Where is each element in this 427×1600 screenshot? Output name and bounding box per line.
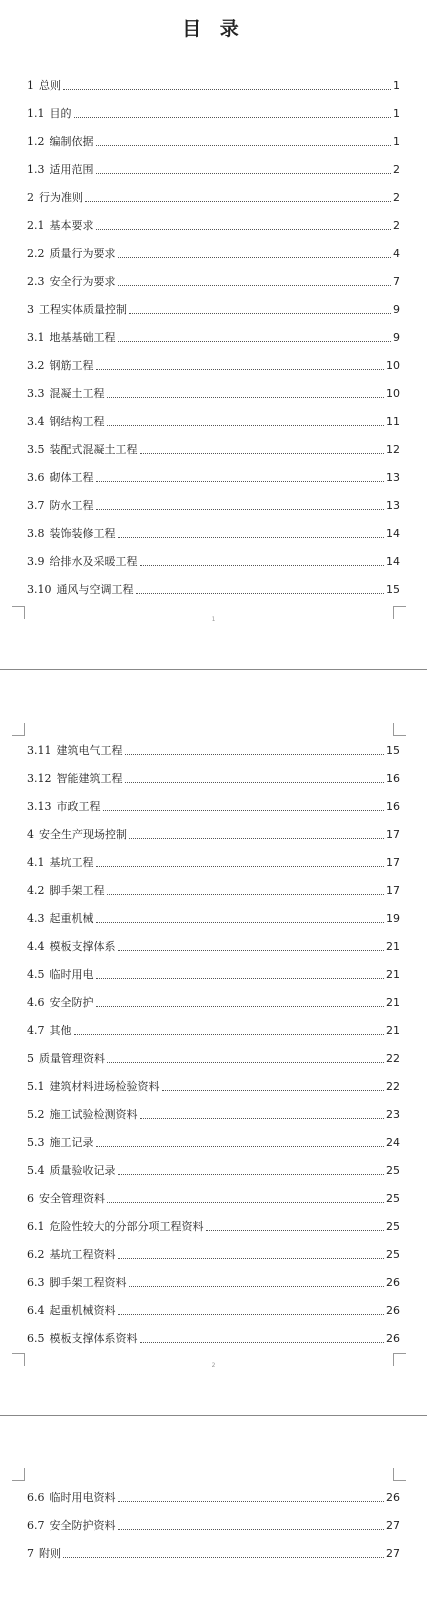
- toc-entry-label: 建筑电气工程: [56, 744, 123, 757]
- toc-entry-number: 3.13: [27, 800, 52, 813]
- toc-entry-label: 目的: [49, 107, 72, 120]
- toc-entry-page-number: 2: [393, 219, 400, 232]
- toc-entry[interactable]: [27, 150, 400, 178]
- toc-entry-label: 危险性较大的分部分项工程资料: [49, 1220, 204, 1233]
- toc-entry-page-number: 21: [386, 1024, 400, 1037]
- toc-entry-label: 行为准则: [39, 191, 83, 204]
- toc-entry-page-number: 15: [386, 583, 400, 596]
- toc-dot-leader: [63, 1557, 384, 1558]
- toc-entry[interactable]: [27, 570, 400, 598]
- toc-entry-title: [27, 387, 105, 402]
- toc-entry-number: 4.2: [27, 884, 45, 897]
- toc-dot-leader: [107, 425, 385, 426]
- toc-dot-leader: [96, 481, 385, 482]
- toc-entry[interactable]: [27, 1506, 400, 1534]
- toc-entry-label: 地基基础工程: [49, 331, 116, 344]
- toc-entry-number: 6: [27, 1192, 34, 1205]
- toc-entry-page-number: 1: [393, 79, 400, 92]
- toc-entry-label: 质量验收记录: [49, 1164, 116, 1177]
- toc-entry-page-number: 17: [386, 856, 400, 869]
- toc-entry-page-number: 25: [386, 1220, 400, 1233]
- toc-entry[interactable]: [27, 206, 400, 234]
- toc-entry-label: 施工试验检测资料: [49, 1108, 138, 1121]
- toc-entry[interactable]: [27, 1319, 400, 1347]
- toc-dot-leader: [74, 117, 392, 118]
- toc-entry-number: 3.9: [27, 555, 45, 568]
- toc-entry-title: [27, 247, 116, 262]
- toc-dot-leader: [107, 1202, 384, 1203]
- crop-mark-top-left: [12, 723, 25, 736]
- toc-dot-leader: [74, 1034, 385, 1035]
- toc-entry-label: 市政工程: [56, 800, 101, 813]
- toc-entry-title: [27, 359, 94, 374]
- toc-entry-title: [27, 856, 94, 871]
- toc-entry-label: 临时用电: [49, 968, 94, 981]
- toc-entry[interactable]: [27, 1478, 400, 1506]
- toc-entry-page-number: 27: [386, 1547, 400, 1560]
- toc-dot-leader: [96, 866, 385, 867]
- toc-dot-leader: [103, 810, 385, 811]
- toc-entry[interactable]: [27, 318, 400, 346]
- toc-entry-number: 3: [27, 303, 34, 316]
- toc-entry[interactable]: [27, 815, 400, 843]
- toc-entry-page-number: 14: [386, 555, 400, 568]
- toc-entry-title: [27, 1491, 116, 1506]
- toc-dot-leader: [129, 1286, 385, 1287]
- crop-mark-top-left: [12, 1468, 25, 1481]
- toc-dot-leader: [96, 229, 392, 230]
- toc-entry-title: [27, 800, 101, 815]
- toc-entry-page-number: 26: [386, 1304, 400, 1317]
- toc-dot-leader: [96, 1006, 385, 1007]
- toc-dot-leader: [118, 1314, 385, 1315]
- toc-entry[interactable]: [27, 1291, 400, 1319]
- toc-dot-leader: [125, 782, 385, 783]
- toc-entry[interactable]: [27, 1534, 400, 1562]
- toc-entry-title: [27, 1220, 204, 1235]
- toc-entry[interactable]: [27, 1039, 400, 1067]
- toc-entry-number: 3.8: [27, 527, 45, 540]
- toc-entry-label: 模板支撑体系资料: [49, 1332, 138, 1345]
- toc-entry[interactable]: [27, 787, 400, 815]
- toc-entry-label: 脚手架工程资料: [49, 1276, 127, 1289]
- toc-entry-title: [27, 471, 94, 486]
- toc-entry-title: [27, 415, 105, 430]
- toc-entry[interactable]: [27, 94, 400, 122]
- toc-entry-number: 5.3: [27, 1136, 45, 1149]
- toc-entry-label: 基坑工程资料: [49, 1248, 116, 1261]
- toc-entry-label: 临时用电资料: [49, 1491, 116, 1504]
- toc-entry-page-number: 12: [386, 443, 400, 456]
- toc-entry-label: 总则: [39, 79, 61, 92]
- toc-entry-page-number: 2: [393, 191, 400, 204]
- toc-entry-page-number: 9: [393, 331, 400, 344]
- toc-entry-number: 3.3: [27, 387, 45, 400]
- toc-entry[interactable]: [27, 178, 400, 206]
- toc-entry-title: [27, 107, 72, 122]
- toc-entry-title: [27, 1248, 116, 1263]
- toc-entry-page-number: 26: [386, 1491, 400, 1504]
- toc-dot-leader: [96, 509, 385, 510]
- toc-entry-title: [27, 163, 94, 178]
- toc-entry-label: 装配式混凝土工程: [49, 443, 138, 456]
- toc-entry-page-number: 10: [386, 359, 400, 372]
- toc-entry[interactable]: [27, 1011, 400, 1039]
- toc-entry[interactable]: [27, 843, 400, 871]
- toc-dot-leader: [206, 1230, 385, 1231]
- toc-entry-page-number: 25: [386, 1164, 400, 1177]
- toc-entry-number: 3.1: [27, 331, 45, 344]
- toc-entry-number: 4.4: [27, 940, 45, 953]
- toc-entry-page-number: 11: [386, 415, 400, 428]
- toc-entry-page-number: 17: [386, 828, 400, 841]
- toc-entry-label: 智能建筑工程: [56, 772, 123, 785]
- toc-entry-title: [27, 1136, 94, 1151]
- toc-entry-label: 编制依据: [49, 135, 94, 148]
- toc-entry[interactable]: [27, 486, 400, 514]
- toc-entry[interactable]: [27, 290, 400, 318]
- toc-entry-title: [27, 1192, 105, 1207]
- toc-entry-number: 4.7: [27, 1024, 45, 1037]
- toc-entry-page-number: 26: [386, 1332, 400, 1345]
- toc-entry-number: 6.4: [27, 1304, 45, 1317]
- toc-entry-label: 其他: [49, 1024, 72, 1037]
- toc-dot-leader: [140, 1342, 385, 1343]
- toc-entry-label: 施工记录: [49, 1136, 94, 1149]
- toc-entry[interactable]: [27, 1179, 400, 1207]
- toc-entry-page-number: 26: [386, 1276, 400, 1289]
- toc-entry-number: 4.6: [27, 996, 45, 1009]
- toc-entry-label: 起重机械: [49, 912, 94, 925]
- toc-entry-label: 建筑材料进场检验资料: [49, 1080, 160, 1093]
- toc-entry-number: 4.5: [27, 968, 45, 981]
- toc-entry-title: [27, 1276, 127, 1291]
- toc-entry-title: [27, 912, 94, 927]
- toc-entry-title: [27, 996, 94, 1011]
- toc-dot-leader: [129, 313, 391, 314]
- toc-entry-number: 1: [27, 79, 34, 92]
- toc-entry-number: 1.1: [27, 107, 45, 120]
- toc-entry-page-number: 1: [393, 107, 400, 120]
- toc-entry-title: [27, 1164, 116, 1179]
- toc-entry-page-number: 19: [386, 912, 400, 925]
- toc-entry-label: 附则: [39, 1547, 61, 1560]
- toc-entry-number: 6.6: [27, 1491, 45, 1504]
- toc-dot-leader: [96, 369, 385, 370]
- toc-entry-label: 起重机械资料: [49, 1304, 116, 1317]
- toc-entry-number: 6.2: [27, 1248, 45, 1261]
- toc-entry[interactable]: [27, 514, 400, 542]
- toc-entry-page-number: 1: [393, 135, 400, 148]
- toc-entry-page-number: 13: [386, 471, 400, 484]
- toc-entry-number: 3.7: [27, 499, 45, 512]
- toc-entry-label: 模板支撑体系: [49, 940, 116, 953]
- toc-entry[interactable]: [27, 1151, 400, 1179]
- toc-dot-leader: [96, 173, 392, 174]
- toc-list-page-1: [27, 66, 400, 598]
- toc-entry-title: [27, 884, 105, 899]
- toc-entry-number: 4.1: [27, 856, 45, 869]
- toc-entry[interactable]: [27, 759, 400, 787]
- toc-entry-number: 2.2: [27, 247, 45, 260]
- toc-entry-number: 3.11: [27, 744, 52, 757]
- toc-entry[interactable]: [27, 871, 400, 899]
- toc-entry[interactable]: [27, 1067, 400, 1095]
- toc-entry-number: 2.1: [27, 219, 45, 232]
- toc-entry-title: [27, 499, 94, 514]
- toc-entry[interactable]: [27, 1235, 400, 1263]
- toc-dot-leader: [118, 285, 392, 286]
- toc-dot-leader: [63, 89, 391, 90]
- toc-entry-label: 工程实体质量控制: [39, 303, 127, 316]
- toc-entry-number: 2: [27, 191, 34, 204]
- toc-entry-page-number: 10: [386, 387, 400, 400]
- toc-entry-page-number: 7: [393, 275, 400, 288]
- toc-entry-page-number: 23: [386, 1108, 400, 1121]
- toc-entry[interactable]: [27, 1123, 400, 1151]
- toc-entry[interactable]: [27, 927, 400, 955]
- toc-entry-label: 通风与空调工程: [56, 583, 134, 596]
- toc-entry-title: [27, 1108, 138, 1123]
- toc-entry[interactable]: [27, 430, 400, 458]
- toc-entry-page-number: 15: [386, 744, 400, 757]
- toc-entry[interactable]: [27, 955, 400, 983]
- toc-entry[interactable]: [27, 1207, 400, 1235]
- toc-entry-number: 5.1: [27, 1080, 45, 1093]
- toc-entry-title: [27, 744, 123, 759]
- toc-entry-number: 6.3: [27, 1276, 45, 1289]
- toc-entry-title: [27, 1304, 116, 1319]
- toc-entry[interactable]: [27, 122, 400, 150]
- toc-entry[interactable]: [27, 542, 400, 570]
- toc-entry-number: 3.5: [27, 443, 45, 456]
- toc-entry-page-number: 21: [386, 996, 400, 1009]
- toc-entry-number: 6.1: [27, 1220, 45, 1233]
- toc-entry-label: 给排水及采暖工程: [49, 555, 138, 568]
- toc-entry-page-number: 21: [386, 968, 400, 981]
- toc-entry-label: 基本要求: [49, 219, 94, 232]
- toc-entry-title: [27, 191, 83, 206]
- toc-entry-number: 5.4: [27, 1164, 45, 1177]
- toc-entry-number: 3.6: [27, 471, 45, 484]
- toc-entry-label: 适用范围: [49, 163, 94, 176]
- toc-entry-page-number: 25: [386, 1248, 400, 1261]
- toc-entry-label: 脚手架工程: [49, 884, 105, 897]
- toc-entry-title: [27, 1519, 116, 1534]
- toc-entry-label: 钢结构工程: [49, 415, 105, 428]
- toc-entry-title: [27, 940, 116, 955]
- toc-dot-leader: [136, 593, 385, 594]
- toc-entry-number: 1.3: [27, 163, 45, 176]
- toc-entry-page-number: 14: [386, 527, 400, 540]
- toc-entry-label: 安全防护资料: [49, 1519, 116, 1532]
- toc-entry[interactable]: [27, 1263, 400, 1291]
- toc-dot-leader: [118, 950, 385, 951]
- toc-entry[interactable]: [27, 983, 400, 1011]
- toc-entry-title: [27, 583, 134, 598]
- toc-entry-label: 基坑工程: [49, 856, 94, 869]
- toc-entry[interactable]: [27, 234, 400, 262]
- toc-entry-label: 质量行为要求: [49, 247, 116, 260]
- toc-dot-leader: [118, 537, 385, 538]
- toc-entry-title: [27, 303, 127, 318]
- toc-dot-leader: [118, 341, 392, 342]
- toc-entry-number: 3.2: [27, 359, 45, 372]
- page-separator-2: [0, 1415, 427, 1416]
- document-page-3: [0, 1448, 427, 1600]
- toc-entry-number: 4: [27, 828, 34, 841]
- toc-entry-label: 装饰装修工程: [49, 527, 116, 540]
- toc-entry-number: 7: [27, 1547, 34, 1560]
- toc-entry-title: [27, 331, 116, 346]
- toc-entry-title: [27, 1024, 72, 1039]
- toc-dot-leader: [118, 257, 392, 258]
- toc-entry[interactable]: [27, 374, 400, 402]
- toc-entry-title: [27, 968, 94, 983]
- toc-entry-number: 6.5: [27, 1332, 45, 1345]
- toc-entry-page-number: 17: [386, 884, 400, 897]
- toc-entry-page-number: 24: [386, 1136, 400, 1149]
- toc-entry-page-number: 16: [386, 772, 400, 785]
- document-page-2: [0, 685, 427, 1443]
- toc-dot-leader: [118, 1529, 385, 1530]
- toc-entry[interactable]: [27, 262, 400, 290]
- toc-entry-label: 质量管理资料: [39, 1052, 105, 1065]
- toc-entry-page-number: 21: [386, 940, 400, 953]
- toc-dot-leader: [107, 1062, 384, 1063]
- toc-entry-page-number: 22: [386, 1080, 400, 1093]
- toc-dot-leader: [85, 201, 391, 202]
- toc-dot-leader: [96, 978, 385, 979]
- toc-entry-title: [27, 555, 138, 570]
- toc-entry-page-number: 16: [386, 800, 400, 813]
- toc-entry-number: 5.2: [27, 1108, 45, 1121]
- toc-dot-leader: [107, 397, 385, 398]
- toc-dot-leader: [96, 922, 385, 923]
- toc-entry[interactable]: [27, 402, 400, 430]
- toc-entry-label: 混凝土工程: [49, 387, 105, 400]
- toc-entry-label: 安全管理资料: [39, 1192, 105, 1205]
- document-page-1: [0, 0, 427, 680]
- toc-entry-page-number: 13: [386, 499, 400, 512]
- toc-dot-leader: [140, 1118, 385, 1119]
- page-separator-1: [0, 669, 427, 670]
- toc-entry-title: [27, 135, 94, 150]
- toc-entry-label: 安全行为要求: [49, 275, 116, 288]
- toc-entry-title: [27, 527, 116, 542]
- toc-list-page-2: [27, 731, 400, 1347]
- page-number-footer-1: 1: [211, 616, 216, 623]
- toc-dot-leader: [140, 453, 385, 454]
- toc-dot-leader: [96, 145, 392, 146]
- toc-entry-label: 安全生产现场控制: [39, 828, 127, 841]
- toc-entry[interactable]: [27, 731, 400, 759]
- toc-entry-number: 3.4: [27, 415, 45, 428]
- toc-entry-page-number: 22: [386, 1052, 400, 1065]
- toc-dot-leader: [118, 1501, 385, 1502]
- toc-dot-leader: [96, 1146, 385, 1147]
- toc-entry-page-number: 4: [393, 247, 400, 260]
- toc-dot-leader: [118, 1258, 385, 1259]
- toc-entry-title: [27, 219, 94, 234]
- toc-dot-leader: [125, 754, 385, 755]
- toc-entry-number: 2.3: [27, 275, 45, 288]
- toc-entry[interactable]: [27, 346, 400, 374]
- toc-entry-page-number: 25: [386, 1192, 400, 1205]
- toc-title: 目 录: [182, 18, 245, 40]
- toc-entry-title: [27, 772, 123, 787]
- toc-entry-title: [27, 1080, 160, 1095]
- toc-dot-leader: [140, 565, 385, 566]
- toc-entry-label: 钢筋工程: [49, 359, 94, 372]
- toc-entry-page-number: 9: [393, 303, 400, 316]
- toc-entry-title: [27, 1052, 105, 1067]
- toc-dot-leader: [107, 894, 385, 895]
- toc-entry-title: [27, 828, 127, 843]
- toc-entry[interactable]: [27, 66, 400, 94]
- toc-entry-title: [27, 443, 138, 458]
- toc-entry-page-number: 2: [393, 163, 400, 176]
- toc-entry[interactable]: [27, 1095, 400, 1123]
- toc-list-page-3: [27, 1478, 400, 1562]
- toc-entry[interactable]: [27, 899, 400, 927]
- toc-entry-number: 6.7: [27, 1519, 45, 1532]
- toc-entry-label: 安全防护: [49, 996, 94, 1009]
- toc-entry-number: 3.12: [27, 772, 52, 785]
- toc-dot-leader: [118, 1174, 385, 1175]
- toc-entry-number: 3.10: [27, 583, 52, 596]
- toc-dot-leader: [129, 838, 384, 839]
- toc-entry-title: [27, 275, 116, 290]
- page-number-footer-2: 2: [211, 1362, 216, 1369]
- toc-entry[interactable]: [27, 458, 400, 486]
- toc-entry-number: 4.3: [27, 912, 45, 925]
- toc-entry-label: 防水工程: [49, 499, 94, 512]
- toc-entry-number: 5: [27, 1052, 34, 1065]
- toc-dot-leader: [162, 1090, 385, 1091]
- toc-entry-title: [27, 1547, 61, 1562]
- toc-entry-page-number: 27: [386, 1519, 400, 1532]
- toc-entry-number: 1.2: [27, 135, 45, 148]
- toc-entry-label: 砌体工程: [49, 471, 94, 484]
- toc-entry-title: [27, 79, 61, 94]
- toc-entry-title: [27, 1332, 138, 1347]
